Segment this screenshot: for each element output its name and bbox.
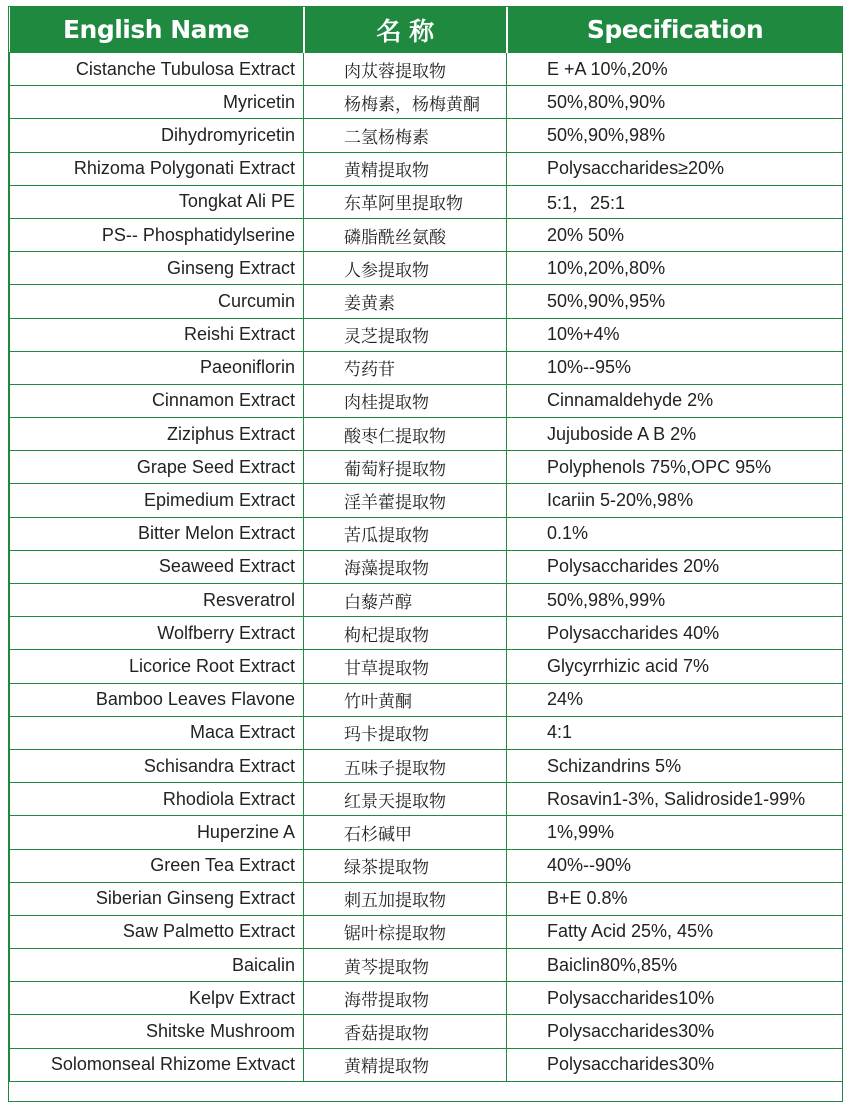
english-name-cell: Kelpv Extract xyxy=(10,982,304,1015)
english-name-cell: Maca Extract xyxy=(10,716,304,749)
chinese-name-cell: 海带提取物 xyxy=(304,982,507,1015)
specification-cell: 10%--95% xyxy=(507,351,843,384)
chinese-name-cell: 石杉碱甲 xyxy=(304,816,507,849)
chinese-name-cell: 白藜芦醇 xyxy=(304,584,507,617)
table-row xyxy=(10,218,843,251)
chinese-name-cell: 黄精提取物 xyxy=(304,1048,507,1081)
table-row xyxy=(10,584,843,617)
chinese-name-cell: 肉苁蓉提取物 xyxy=(304,53,507,86)
specification-cell: Icariin 5-20%,98% xyxy=(507,484,843,517)
table-row xyxy=(10,152,843,185)
chinese-name-cell: 姜黄素 xyxy=(304,285,507,318)
table-row xyxy=(10,484,843,517)
table-body xyxy=(10,53,843,1082)
chinese-name-cell: 锯叶棕提取物 xyxy=(304,915,507,948)
chinese-name-cell: 芍药苷 xyxy=(304,351,507,384)
english-name-cell: Licorice Root Extract xyxy=(10,650,304,683)
english-name-cell: Wolfberry Extract xyxy=(10,617,304,650)
table-row xyxy=(10,1048,843,1081)
specification-cell: Polysaccharides 40% xyxy=(507,617,843,650)
specification-cell: Polysaccharides≥20% xyxy=(507,152,843,185)
table-row xyxy=(10,749,843,782)
specification-cell: Polysaccharides30% xyxy=(507,1015,843,1048)
english-name-cell: Schisandra Extract xyxy=(10,749,304,782)
specification-cell: 4:1 xyxy=(507,716,843,749)
specification-cell: 20% 50% xyxy=(507,218,843,251)
table-row xyxy=(10,318,843,351)
table-row xyxy=(10,882,843,915)
table-row xyxy=(10,716,843,749)
chinese-name-cell: 刺五加提取物 xyxy=(304,882,507,915)
header-english-name: English Name xyxy=(10,7,304,53)
chinese-name-cell: 红景天提取物 xyxy=(304,783,507,816)
specification-cell: Jujuboside A B 2% xyxy=(507,418,843,451)
specification-cell: E +A 10%,20% xyxy=(507,53,843,86)
english-name-cell: Green Tea Extract xyxy=(10,849,304,882)
header-chinese-name: 名 称 xyxy=(304,7,507,53)
english-name-cell: Curcumin xyxy=(10,285,304,318)
table-row xyxy=(10,119,843,152)
english-name-cell: Reishi Extract xyxy=(10,318,304,351)
chinese-name-cell: 人参提取物 xyxy=(304,252,507,285)
english-name-cell: Cistanche Tubulosa Extract xyxy=(10,53,304,86)
specification-cell: Polysaccharides30% xyxy=(507,1048,843,1081)
table-row xyxy=(10,1015,843,1048)
table-row xyxy=(10,418,843,451)
chinese-name-cell: 苦瓜提取物 xyxy=(304,517,507,550)
specification-cell: Glycyrrhizic acid 7% xyxy=(507,650,843,683)
chinese-name-cell: 黄精提取物 xyxy=(304,152,507,185)
table-row xyxy=(10,650,843,683)
english-name-cell: Bamboo Leaves Flavone xyxy=(10,683,304,716)
english-name-cell: Rhizoma Polygonati Extract xyxy=(10,152,304,185)
product-spec-table-container xyxy=(9,7,842,1082)
table-row xyxy=(10,285,843,318)
english-name-cell: Resveratrol xyxy=(10,584,304,617)
chinese-name-cell: 磷脂酰丝氨酸 xyxy=(304,218,507,251)
chinese-name-cell: 海藻提取物 xyxy=(304,550,507,583)
table-row xyxy=(10,783,843,816)
table-row xyxy=(10,617,843,650)
chinese-name-cell: 东革阿里提取物 xyxy=(304,185,507,218)
english-name-cell: Seaweed Extract xyxy=(10,550,304,583)
chinese-name-cell: 灵芝提取物 xyxy=(304,318,507,351)
english-name-cell: Saw Palmetto Extract xyxy=(10,915,304,948)
specification-cell: Fatty Acid 25%, 45% xyxy=(507,915,843,948)
table-row xyxy=(10,451,843,484)
specification-cell: 10%+4% xyxy=(507,318,843,351)
specification-cell: 5:1，25:1 xyxy=(507,185,843,218)
table-row xyxy=(10,683,843,716)
chinese-name-cell: 淫羊藿提取物 xyxy=(304,484,507,517)
chinese-name-cell: 绿茶提取物 xyxy=(304,849,507,882)
specification-cell: Polysaccharides 20% xyxy=(507,550,843,583)
specification-cell: 1%,99% xyxy=(507,816,843,849)
chinese-name-cell: 香菇提取物 xyxy=(304,1015,507,1048)
table-row xyxy=(10,185,843,218)
specification-cell: 40%--90% xyxy=(507,849,843,882)
english-name-cell: Grape Seed Extract xyxy=(10,451,304,484)
english-name-cell: Shitske Mushroom xyxy=(10,1015,304,1048)
chinese-name-cell: 葡萄籽提取物 xyxy=(304,451,507,484)
english-name-cell: Dihydromyricetin xyxy=(10,119,304,152)
table-row xyxy=(10,550,843,583)
chinese-name-cell: 黄芩提取物 xyxy=(304,949,507,982)
english-name-cell: Siberian Ginseng Extract xyxy=(10,882,304,915)
specification-cell: Polyphenols 75%,OPC 95% xyxy=(507,451,843,484)
specification-cell: Baiclin80%,85% xyxy=(507,949,843,982)
table-row xyxy=(10,982,843,1015)
english-name-cell: Myricetin xyxy=(10,86,304,119)
table-header-row xyxy=(10,7,843,53)
specification-cell: 50%,80%,90% xyxy=(507,86,843,119)
chinese-name-cell: 枸杞提取物 xyxy=(304,617,507,650)
chinese-name-cell: 肉桂提取物 xyxy=(304,384,507,417)
english-name-cell: Tongkat Ali PE xyxy=(10,185,304,218)
specification-cell: B+E 0.8% xyxy=(507,882,843,915)
english-name-cell: Baicalin xyxy=(10,949,304,982)
chinese-name-cell: 酸枣仁提取物 xyxy=(304,418,507,451)
chinese-name-cell: 杨梅素，杨梅黄酮 xyxy=(304,86,507,119)
specification-cell: Polysaccharides10% xyxy=(507,982,843,1015)
product-spec-table xyxy=(9,7,843,1082)
table-row xyxy=(10,351,843,384)
table-row xyxy=(10,384,843,417)
english-name-cell: Huperzine A xyxy=(10,816,304,849)
table-row xyxy=(10,252,843,285)
chinese-name-cell: 五味子提取物 xyxy=(304,749,507,782)
specification-cell: Rosavin1-3%, Salidroside1-99% xyxy=(507,783,843,816)
english-name-cell: PS-- Phosphatidylserine xyxy=(10,218,304,251)
specification-cell: 0.1% xyxy=(507,517,843,550)
english-name-cell: Cinnamon Extract xyxy=(10,384,304,417)
chinese-name-cell: 竹叶黄酮 xyxy=(304,683,507,716)
english-name-cell: Ginseng Extract xyxy=(10,252,304,285)
table-row xyxy=(10,86,843,119)
specification-cell: 50%,98%,99% xyxy=(507,584,843,617)
table-row xyxy=(10,816,843,849)
english-name-cell: Solomonseal Rhizome Extvact xyxy=(10,1048,304,1081)
english-name-cell: Ziziphus Extract xyxy=(10,418,304,451)
english-name-cell: Epimedium Extract xyxy=(10,484,304,517)
table-row xyxy=(10,517,843,550)
table-row xyxy=(10,849,843,882)
english-name-cell: Bitter Melon Extract xyxy=(10,517,304,550)
specification-cell: 50%,90%,95% xyxy=(507,285,843,318)
table-row xyxy=(10,949,843,982)
specification-cell: 24% xyxy=(507,683,843,716)
specification-cell: 50%,90%,98% xyxy=(507,119,843,152)
chinese-name-cell: 二氢杨梅素 xyxy=(304,119,507,152)
english-name-cell: Rhodiola Extract xyxy=(10,783,304,816)
specification-cell: 10%,20%,80% xyxy=(507,252,843,285)
specification-cell: Schizandrins 5% xyxy=(507,749,843,782)
english-name-cell: Paeoniflorin xyxy=(10,351,304,384)
chinese-name-cell: 玛卡提取物 xyxy=(304,716,507,749)
table-row xyxy=(10,53,843,86)
chinese-name-cell: 甘草提取物 xyxy=(304,650,507,683)
header-specification: Specification xyxy=(507,7,843,53)
table-row xyxy=(10,915,843,948)
specification-cell: Cinnamaldehyde 2% xyxy=(507,384,843,417)
